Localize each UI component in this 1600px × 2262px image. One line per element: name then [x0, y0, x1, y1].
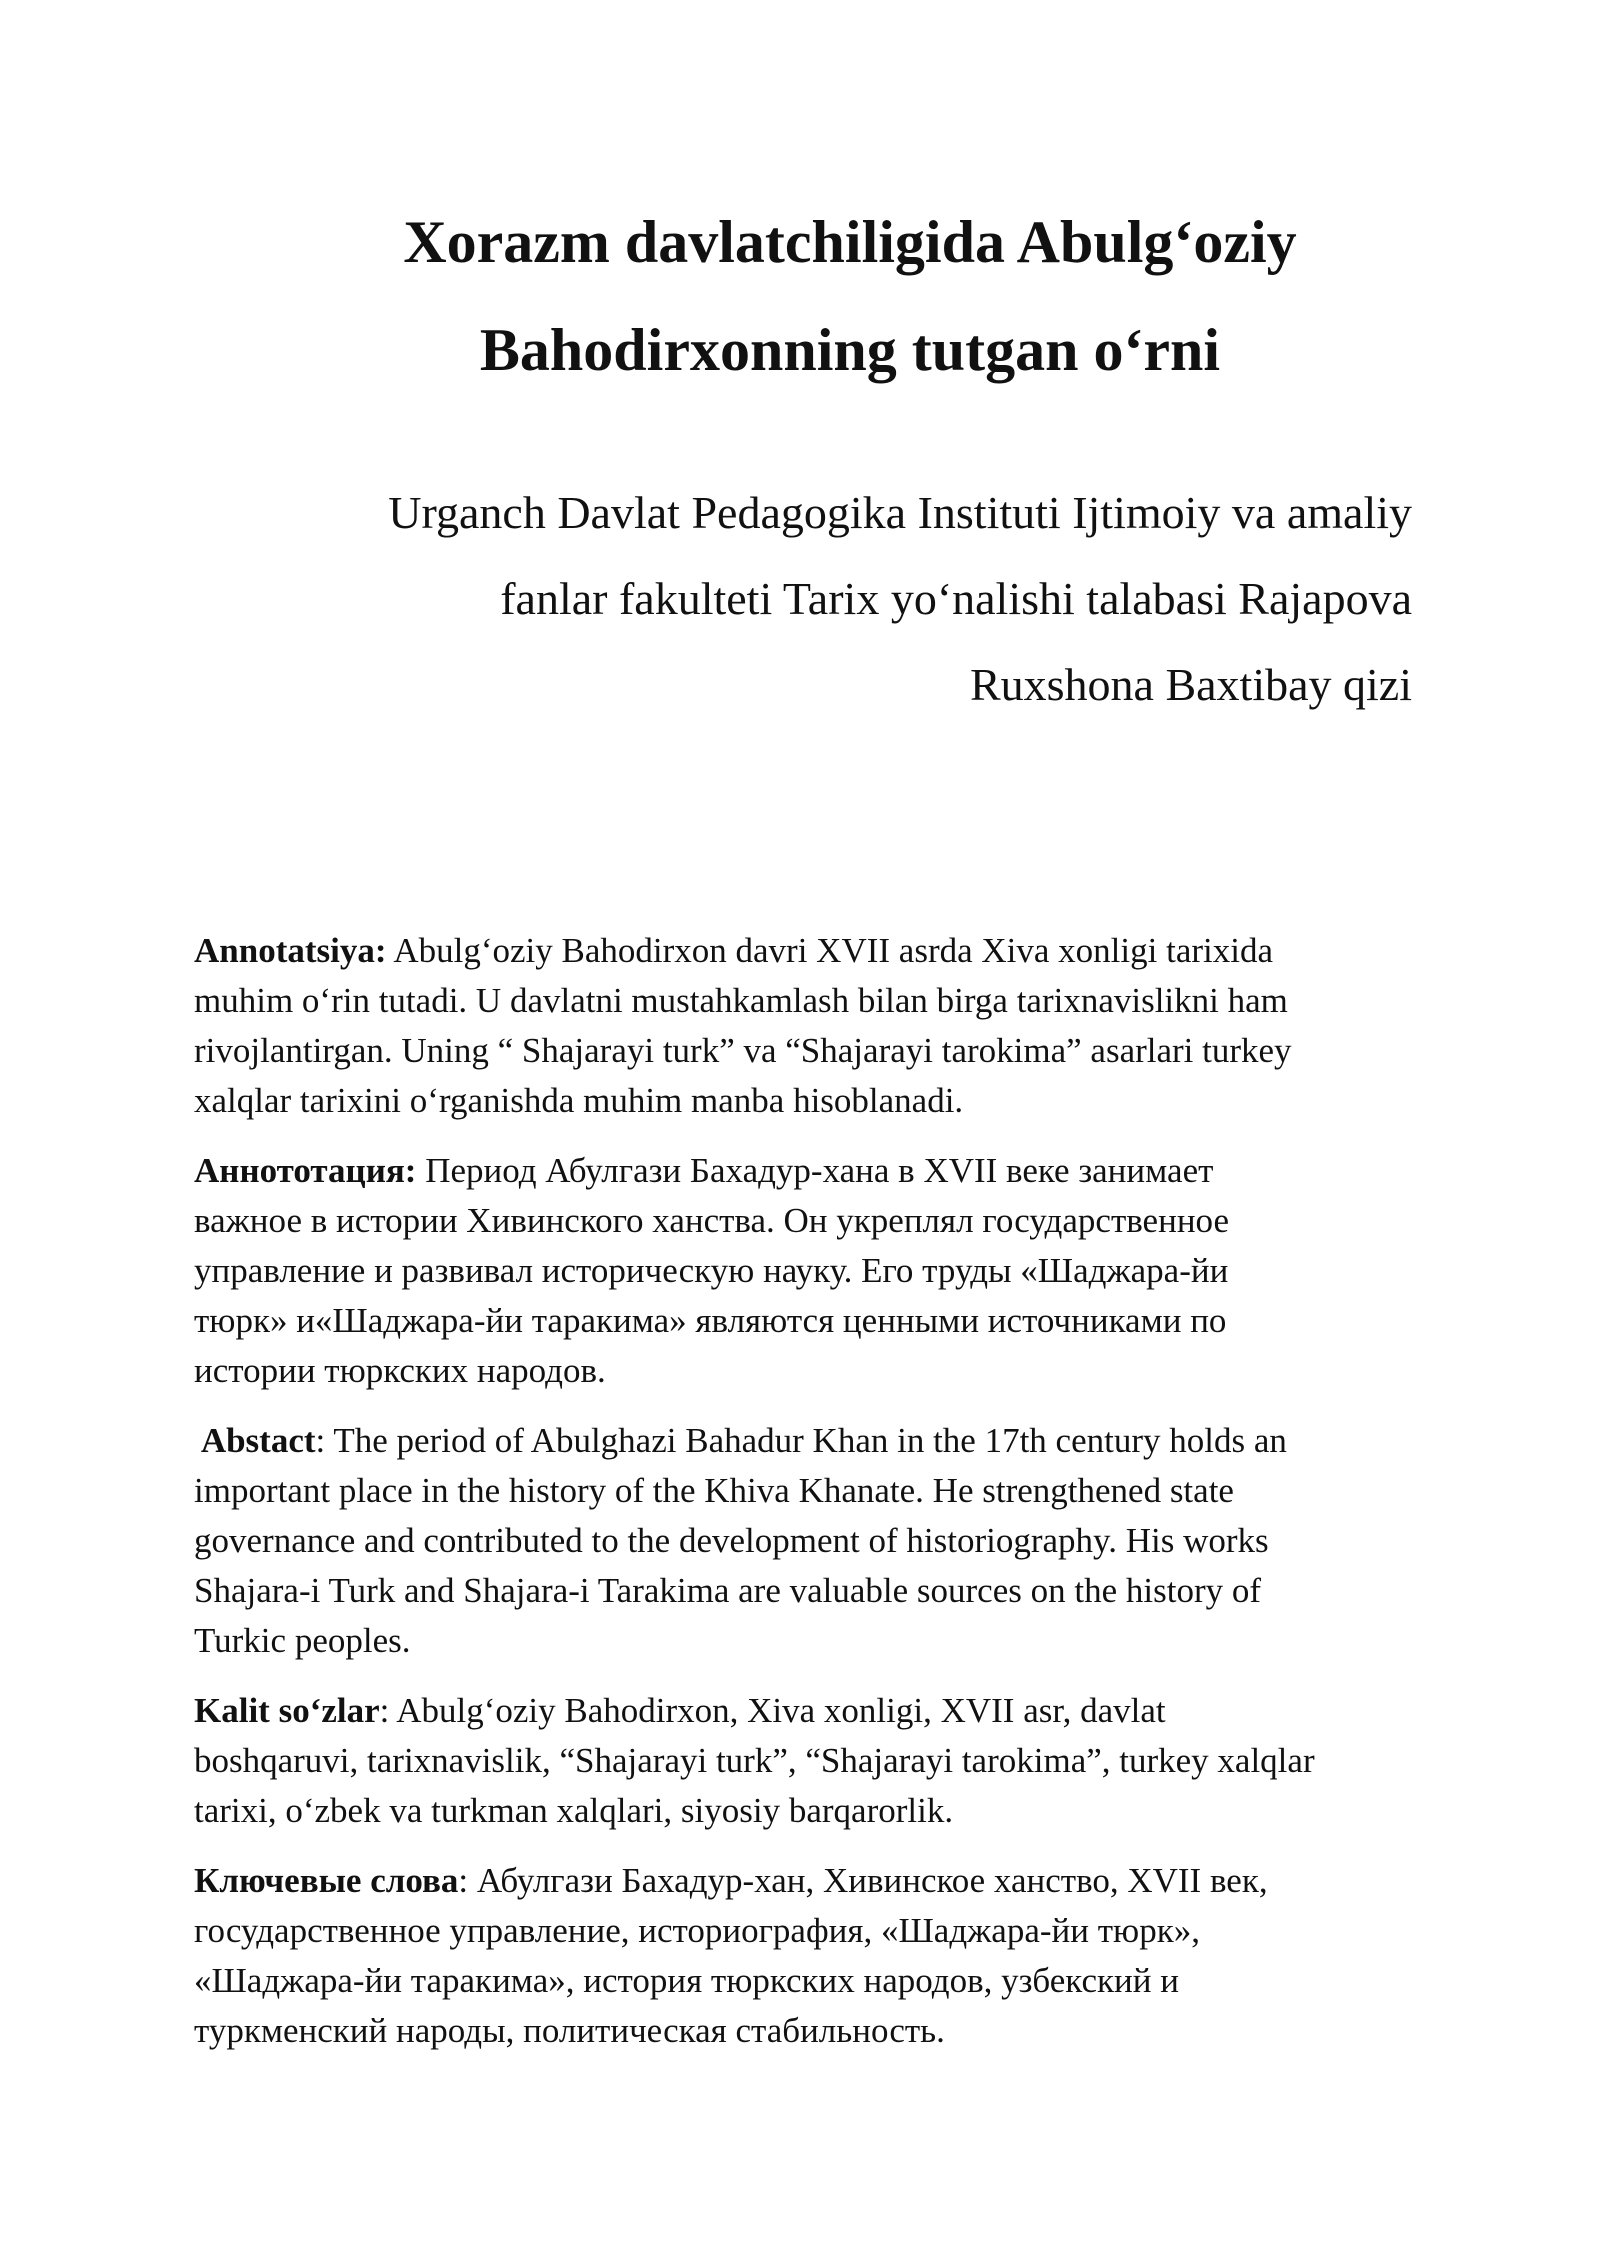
abstract-en-line-1 — [194, 1416, 1424, 1466]
annotation-ru-text-1: Период Абулгази Бахадур-хана в XVII веке занимает — [416, 1151, 1214, 1190]
annotation-ru-line-2: важное в истории Хивинского ханства. Он укреплял государственное — [194, 1201, 1230, 1240]
annotation-ru-label: Аннототация: — [194, 1151, 417, 1190]
author-line-1: Urganch Davlat Pedagogika Instituti Ijtimoiy va amaliy — [388, 487, 1412, 538]
annotation-ru-line-5: истории тюркских народов. — [194, 1351, 606, 1390]
keywords-uz-text-1: : Abulg‘oziy Bahodirxon, Xiva xonligi, XVII asr, davlat — [379, 1691, 1166, 1730]
keywords-uz-line-3: tarixi, o‘zbek va turkman xalqlari, siyosiy barqarorlik. — [194, 1791, 954, 1830]
abstract-en — [194, 1416, 1424, 1666]
keywords-ru-line-2: государственное управление, историография, «Шаджара-йи тюрк», — [194, 1911, 1200, 1950]
annotation-uz-line-4: xalqlar tarixini o‘rganishda muhim manba hisoblanadi. — [194, 1081, 964, 1120]
paper-title — [240, 188, 1460, 404]
annotation-ru-line-1 — [194, 1146, 1424, 1196]
abstracts-section — [194, 926, 1424, 2076]
keywords-uz-line-1 — [194, 1686, 1424, 1736]
abstract-en-line-3: governance and contributed to the development of historiography. His works — [194, 1521, 1269, 1560]
author-affiliation — [260, 470, 1412, 728]
annotation-ru-line-3: управление и развивал историческую науку. Его труды «Шаджара-йи — [194, 1251, 1229, 1290]
paper-title-line-1: Xorazm davlatchiligida Abulg‘oziy — [403, 209, 1297, 275]
abstract-en-line-5: Turkic peoples. — [194, 1621, 411, 1660]
paper-title-line-2: Bahodirxonning tutgan o‘rni — [479, 317, 1221, 383]
keywords-ru-label: Ключевые слова — [194, 1861, 459, 1900]
keywords-ru-line-3: «Шаджара-йи таракима», история тюркских народов, узбекский и — [194, 1961, 1179, 2000]
annotation-uz — [194, 926, 1424, 1126]
abstract-en-text-1: : The period of Abulghazi Bahadur Khan in the 17th century holds an — [315, 1421, 1287, 1460]
keywords-ru — [194, 1856, 1424, 2056]
author-line-2: fanlar fakulteti Tarix yo‘nalishi talabasi Rajapova — [500, 573, 1412, 624]
keywords-ru-line-4: туркменский народы, политическая стабильность. — [194, 2011, 945, 2050]
annotation-uz-line-2: muhim o‘rin tutadi. U davlatni mustahkamlash bilan birga tarixnavislikni ham — [194, 981, 1288, 1020]
abstract-en-line-2: important place in the history of the Khiva Khanate. He strengthened state — [194, 1471, 1234, 1510]
keywords-uz-line-2: boshqaruvi, tarixnavislik, “Shajarayi turk”, “Shajarayi tarokima”, turkey xalqlar — [194, 1741, 1315, 1780]
annotation-uz-line-3: rivojlantirgan. Uning “ Shajarayi turk” va “Shajarayi tarokima” asarlari turkey — [194, 1031, 1292, 1070]
keywords-uz — [194, 1686, 1424, 1836]
annotation-uz-label: Annotatsiya: — [194, 931, 387, 970]
annotation-uz-line-1 — [194, 926, 1424, 976]
author-line-3: Ruxshona Baxtibay qizi — [969, 659, 1412, 710]
annotation-ru — [194, 1146, 1424, 1396]
keywords-uz-label: Kalit so‘zlar — [194, 1691, 380, 1730]
keywords-ru-line-1 — [194, 1856, 1424, 1906]
abstract-en-line-4: Shajara-i Turk and Shajara-i Tarakima are valuable sources on the history of — [194, 1571, 1262, 1610]
annotation-ru-line-4: тюрк» и«Шаджара-йи таракима» являются ценными источниками по — [194, 1301, 1227, 1340]
annotation-uz-text-1: Abulg‘oziy Bahodirxon davri XVII asrda Xiva xonligi tarixida — [386, 931, 1273, 970]
abstract-en-label: Abstact — [194, 1421, 316, 1460]
keywords-ru-text-1: : Абулгази Бахадур-хан, Хивинское ханство, XVII век, — [458, 1861, 1268, 1900]
